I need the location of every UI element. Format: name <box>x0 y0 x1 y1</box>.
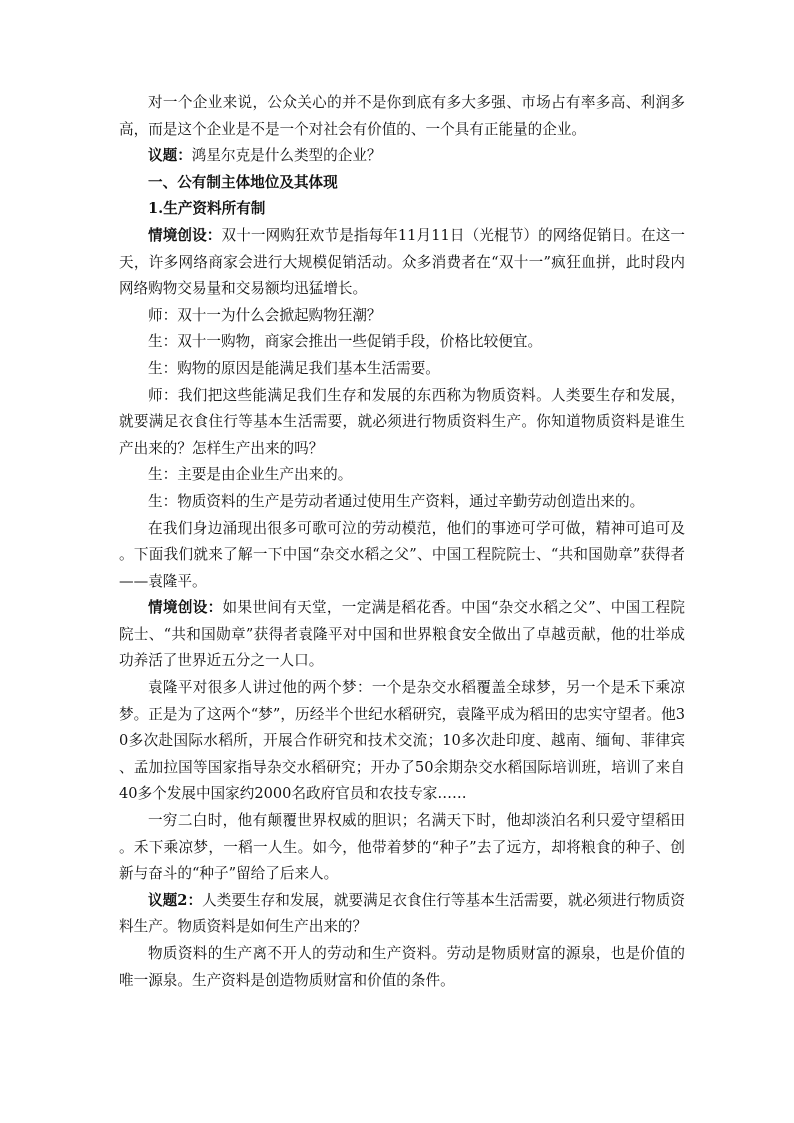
section-heading-text: 一、公有制主体地位及其体现 <box>148 173 338 191</box>
paragraph-dialogue <box>119 489 685 516</box>
paragraph-intro <box>119 90 685 143</box>
paragraph-dialogue <box>119 329 685 356</box>
paragraph-text: 鸿星尔克是什么类型的企业？ <box>191 147 382 165</box>
paragraph-text: 生：购物的原因是能满足我们基本生活需要。 <box>148 359 440 377</box>
document-body <box>119 90 685 994</box>
topic-label: 议题： <box>148 147 192 165</box>
topic-label: 议题2： <box>148 891 203 909</box>
paragraph-body <box>119 675 685 808</box>
paragraph-text: 对一个企业来说，公众关心的并不是你到底有多大多强、市场占有率多高、利润多高，而是这个企业是不是一个对社会有价值的、一个具有正能量的企业。 <box>119 94 685 138</box>
scenario-label: 情境创设： <box>148 599 223 617</box>
paragraph-text: 师：双十一为什么会掀起购物狂潮？ <box>148 306 382 324</box>
subsection-heading <box>119 196 685 223</box>
paragraph-text: 双十一网购狂欢节是指每年11月11日（光棍节）的网络促销日。在这一天，许多网络商家会进行大规模促销活动。众多消费者在“双十一”疯狂血拼，此时段内网络购物交易量和交易额均迅猛增长。 <box>119 226 685 298</box>
paragraph-scenario-1 <box>119 223 685 303</box>
paragraph-dialogue <box>119 356 685 383</box>
paragraph-text: 人类要生存和发展，就要满足衣食住行等基本生活需要，就必须进行物质资料生产。物质资料是如何生产出来的？ <box>119 891 685 936</box>
subsection-heading-text: 1.生产资料所有制 <box>148 200 266 218</box>
paragraph-text: 如果世间有天堂，一定满是稻花香。中国“杂交水稻之父”、中国工程院院士、“共和国勋章”获得者袁隆平对中国和世界粮食安全做出了卓越贡献，他的壮举成功养活了世界近五分之一人口。 <box>119 599 685 670</box>
paragraph-text: 一穷二白时，他有颠覆世界权威的胆识；名满天下时，他却淡泊名利只爱守望稻田。禾下乘凉梦，一稻一人生。如今，他带着梦的“种子”去了远方，却将粮食的种子、创新与奋斗的“种子”留给了后来人。 <box>119 812 685 883</box>
scenario-label: 情境创设： <box>148 226 222 244</box>
paragraph-text: 生：双十一购物，商家会推出一些促销手段，价格比较便宜。 <box>148 333 543 351</box>
paragraph-text: 袁隆平对很多人讲过他的两个梦：一个是杂交水稻覆盖全球梦，另一个是禾下乘凉梦。正是为了这两个“梦”，历经半个世纪水稻研究，袁隆平成为稻田的忠实守望者。他30多次赴国际水稻所，开展合作研究和技术交流；10多次赴印度、越南、缅甸、菲律宾、孟加拉国等国家指导杂交水稻研究；开办了50余期杂交水稻国际培训班，培训了来自40多个发展中国家约2000名政府官员和农技专家…… <box>119 679 685 803</box>
paragraph-text: 生：主要是由企业生产出来的。 <box>148 466 353 484</box>
paragraph-body <box>119 941 685 994</box>
paragraph-scenario-2 <box>119 595 685 675</box>
paragraph-topic-1 <box>119 143 685 170</box>
paragraph-body <box>119 808 685 888</box>
paragraph-text: 生：物质资料的生产是劳动者通过使用生产资料，通过辛勤劳动创造出来的。 <box>148 492 645 510</box>
paragraph-dialogue <box>119 303 685 330</box>
paragraph-dialogue <box>119 383 685 463</box>
paragraph-text: 物质资料的生产离不开人的劳动和生产资料。劳动是物质财富的源泉，也是价值的唯一源泉。生产资料是创造物质财富和价值的条件。 <box>119 945 685 989</box>
paragraph-text: 师：我们把这些能满足我们生存和发展的东西称为物质资料。人类要生存和发展，就要满足衣食住行等基本生活需要，就必须进行物质资料生产。你知道物质资料是谁生产出来的？怎样生产出来的吗？ <box>119 386 685 457</box>
paragraph-topic-2 <box>119 888 685 941</box>
section-heading <box>119 170 685 197</box>
paragraph-dialogue <box>119 462 685 489</box>
paragraph-text: 在我们身边涌现出很多可歌可泣的劳动模范，他们的事迹可学可做，精神可追可及。下面我们就来了解一下中国“杂交水稻之父”、中国工程院院士、“共和国勋章”获得者——袁隆平。 <box>119 519 685 590</box>
paragraph-transition <box>119 516 685 596</box>
